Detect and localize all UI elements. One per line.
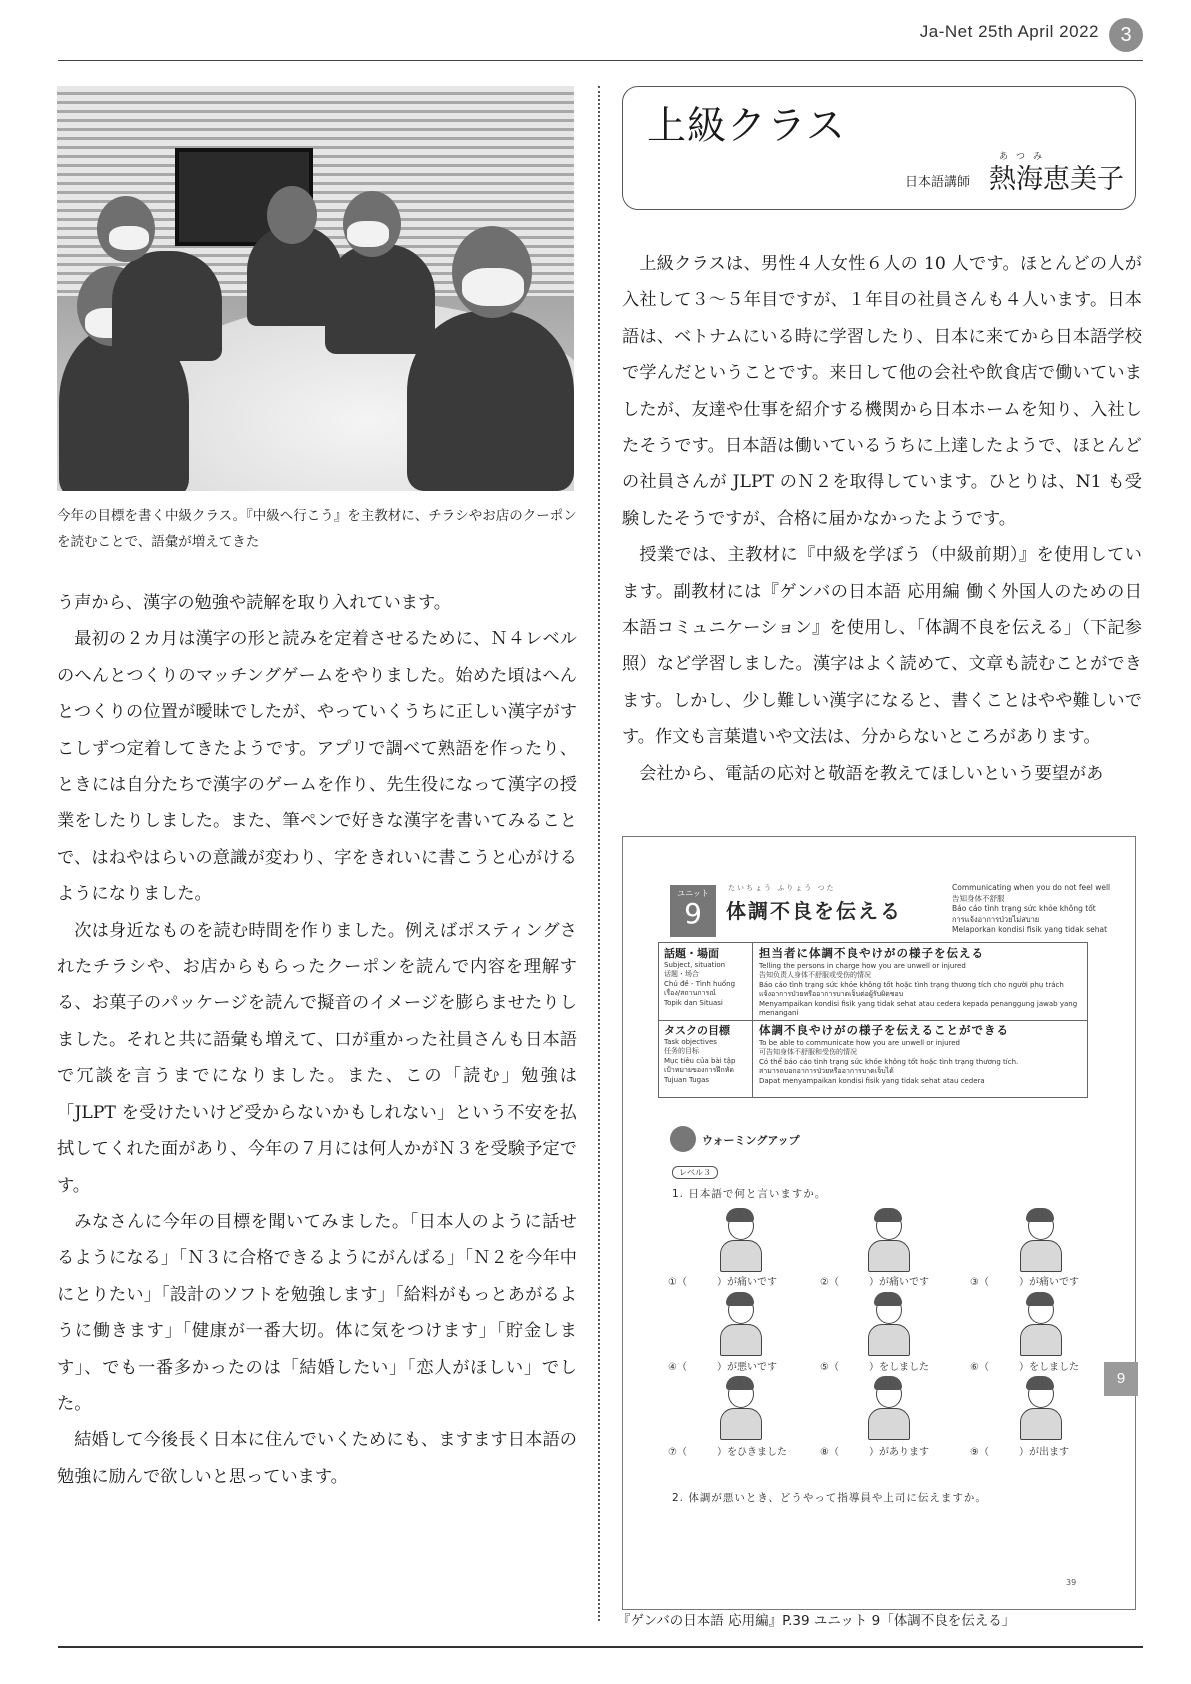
warmup-title: ウォーミングアップ xyxy=(702,1134,800,1147)
section-title: 上級クラス xyxy=(647,104,846,149)
row-label-translations: Subject, situation 话题・场合 Chủ đề - Tình huống เรื่อง/สถานการณ์ Topik dan Situasi xyxy=(664,960,736,1007)
level-tag: レベル３ xyxy=(672,1166,718,1179)
unit-title-ruby: たいちょう ふりょう つた xyxy=(728,884,836,892)
photo-caption: 今年の目標を書く中級クラス。『中級へ行こう』を主教材に、チラシやお店のクーポンを読むことで、語彙が増えてきた xyxy=(57,508,577,550)
answer-blank: ④（ ）が悪いです xyxy=(668,1362,777,1373)
paragraph: 会社から、電話の応対と敬語を教えてほしいという要望があ xyxy=(639,763,1104,784)
paragraph: みなさんに今年の目標を聞いてみました。「日本人のように話せるようになる」「Ｎ３に合格できるようにがんばる」「Ｎ２を今年中にとりたい」「設計のソフトを勉強します」「給料がもっとあがるように働きます」「健康が一番大切。体に気をつけます」「貯金します」、でも一番多かったのは「結婚したい」「恋人がほしい」でした。 xyxy=(57,1211,577,1414)
author-role: 日本語講師 xyxy=(905,175,971,190)
student-figure xyxy=(325,244,435,354)
illustration-headache xyxy=(712,1208,768,1270)
unit-translations: Communicating when you do not feel well 告知身体不舒服 Báo cáo tình trạng sức khỏe không tốt การแจ้งอาการป่วยไม่สบาย Melaporkan kondisi fisik yang tidak sehat xyxy=(952,883,1111,934)
author-name: 熱海恵美子 xyxy=(989,164,1124,195)
textbook-caption: 『ゲンバの日本語 応用編』P.39 ユニット 9「体調不良を伝える」 xyxy=(617,1613,1016,1629)
row-label-translations: Task objectives 任务的目标 Mục tiêu của bài tập เป้าหมายของการฝึกหัด Tujuan Tugas xyxy=(664,1037,736,1084)
header-rule xyxy=(58,60,1143,61)
section-header-box xyxy=(622,86,1136,210)
row-body-translations: Telling the persons in charge how you are unwell or injured 告知负责人身体不舒服或受伤的情况 Báo cáo tình trạng sức khỏe không tốt hoặc tình trạng thương tích cho người phụ trách แจ้งอาการป่วยหรืออาการบาดเจ็บต่อผู้รับผิดชอบ Menyampaikan kondisi fisik yang tidak sehat atau cedera kepada penanggung jawab yang menangani xyxy=(759,961,1078,1017)
answer-blank: ⑧（ ）があります xyxy=(820,1447,929,1458)
class-photo xyxy=(57,86,574,491)
answer-blank: ①（ ）が痛いです xyxy=(668,1277,777,1288)
answer-blank: ⑥（ ）をしました xyxy=(970,1362,1079,1373)
row-body-title: 体調不良やけがの様子を伝えることができる xyxy=(759,1023,1009,1037)
right-column-article xyxy=(622,246,1142,792)
row-label-title: タスクの目標 xyxy=(664,1024,730,1037)
answer-blank: ②（ ）が痛いです xyxy=(820,1277,929,1288)
author-name-ruby: あつみ xyxy=(999,152,1051,162)
issue-info: Ja-Net 25th April 2022 xyxy=(919,22,1099,41)
footer-rule xyxy=(58,1646,1143,1648)
left-column-article xyxy=(57,585,577,1495)
textbook-page-number: 39 xyxy=(1066,1578,1077,1587)
illustration-cold xyxy=(712,1376,768,1438)
paragraph: 結婚して今後長く日本に住んでいくためにも、ますます日本語の勉強に励んで欲しいと思っています。 xyxy=(57,1430,577,1487)
page-number-badge: 3 xyxy=(1109,18,1143,52)
row-label-title: 話題・場面 xyxy=(664,947,719,960)
warmup-icon xyxy=(670,1126,696,1152)
unit-number: 9 xyxy=(684,897,702,930)
row-body-title: 担当者に体調不良やけがの様子を伝える xyxy=(759,946,984,960)
student-figure xyxy=(112,251,222,361)
student-head xyxy=(267,186,317,244)
illustration-injury xyxy=(1012,1292,1068,1354)
table-row-divider xyxy=(659,1020,1087,1021)
answer-blank: ⑦（ ）をひきました xyxy=(668,1447,787,1458)
illustration-throat-pain xyxy=(1012,1208,1068,1270)
student-figure xyxy=(407,311,574,491)
textbook-side-tab: 9 xyxy=(1104,1362,1138,1396)
paragraph: 次は身近なものを読む時間を作りました。例えばポスティングされたチラシや、お店からもらったクーポンを読んで内容を理解する、お菓子のパッケージを読んで擬音のイメージを膨らませたりしました。それと共に語彙も増えて、口が重かった社員さんも日本語で冗談を言うまでになりました。また、この「読む」勉強は「JLPT を受けたいけど受からないかもしれない」という不安を払拭してくれた面があり、今年の７月には何人かがＮ３を受験予定です。 xyxy=(57,920,577,1196)
question-2: 2. 体調が悪いとき、どうやって指導員や上司に伝えますか。 xyxy=(672,1492,987,1504)
row-body-translations: To be able to communicate how you are unwell or injured 可告知身体不舒服和受伤的情况 Có thể báo cáo tình trạng sức khỏe không tốt hoặc tình trạng thương tích. สามารถบอกอาการป่วยหรืออาการบาดเจ็บได้ Dapat menyampaikan kondisi fisik yang tidak sehat atau cedera xyxy=(759,1038,1019,1085)
paragraph: 上級クラスは、男性４人女性６人の 10 人です。ほとんどの人が入社して３～５年目ですが、１年目の社員さんも４人います。日本語は、ベトナムにいる時に学習したり、日本に来てから日本語学校で学んだということです。来日して他の会社や飲食店で働いていましたが、友達や仕事を紹介する機関から日本ホームを知り、入社したそうです。日本語は働いているうちに上達したようで、ほとんどの社員さんが JLPT のＮ２を取得しています。ひとりは、N1 も受験したそうですが、合格に届かなかったようです。 xyxy=(622,254,1142,529)
row-body-task xyxy=(759,1023,1079,1086)
unit-title: 体調不良を伝える xyxy=(726,899,902,923)
paragraph: 最初の２カ月は漢字の形と読みを定着させるために、Ｎ４レベルのへんとつくりのマッチングゲームをやりました。始めた頃はへんとつくりの位置が曖昧でしたが、やっていくうちに正しい漢字がすこしずつ定着してきたようです。アプリで調べて熟語を作ったり、ときには自分たちで漢字のゲームを作り、先生役になって漢字の授業をしたりしました。また、筆ペンで好きな漢字を書いてみることで、はねやはらいの意識が変わり、字をきれいに書こうと心がけるようになりました。 xyxy=(57,629,577,905)
illustration-cough xyxy=(1012,1376,1068,1438)
face-mask xyxy=(462,268,524,306)
illustration-stomachache xyxy=(860,1208,916,1270)
row-body-subject xyxy=(759,946,1079,1019)
face-mask xyxy=(109,226,149,250)
paragraph: う声から、漢字の勉強や読解を取り入れています。 xyxy=(57,593,451,613)
illustration-fever xyxy=(860,1376,916,1438)
column-divider xyxy=(598,86,600,1621)
unit-badge xyxy=(670,885,716,937)
answer-blank: ③（ ）が痛いです xyxy=(970,1277,1079,1288)
paragraph: 授業では、主教材に『中級を学ぼう（中級前期）』を使用しています。副教材には『ゲンバの日本語 応用編 働く外国人のための日本語コミュニケーション』を使用し、「体調不良を伝える」（下記参照）など学習しました。漢字はよく読めて、文章も読むことができます。しかし、少し難しい漢字になると、書くことはやや難しいです。作文も言葉遣いや文法は、分からないところがあります。 xyxy=(622,545,1142,748)
answer-blank: ⑨（ ）が出ます xyxy=(970,1447,1069,1458)
question-1: 1. 日本語で何と言いますか。 xyxy=(672,1188,827,1200)
answer-blank: ⑤（ ）をしました xyxy=(820,1362,929,1373)
row-label-task xyxy=(664,1026,735,1085)
illustration-burn xyxy=(860,1292,916,1354)
unit-info-table xyxy=(658,942,1088,1098)
illustration-feeling-sick xyxy=(712,1292,768,1354)
face-mask xyxy=(347,221,389,247)
unit-label: ユニット xyxy=(677,889,709,898)
row-label-subject xyxy=(664,949,735,1008)
